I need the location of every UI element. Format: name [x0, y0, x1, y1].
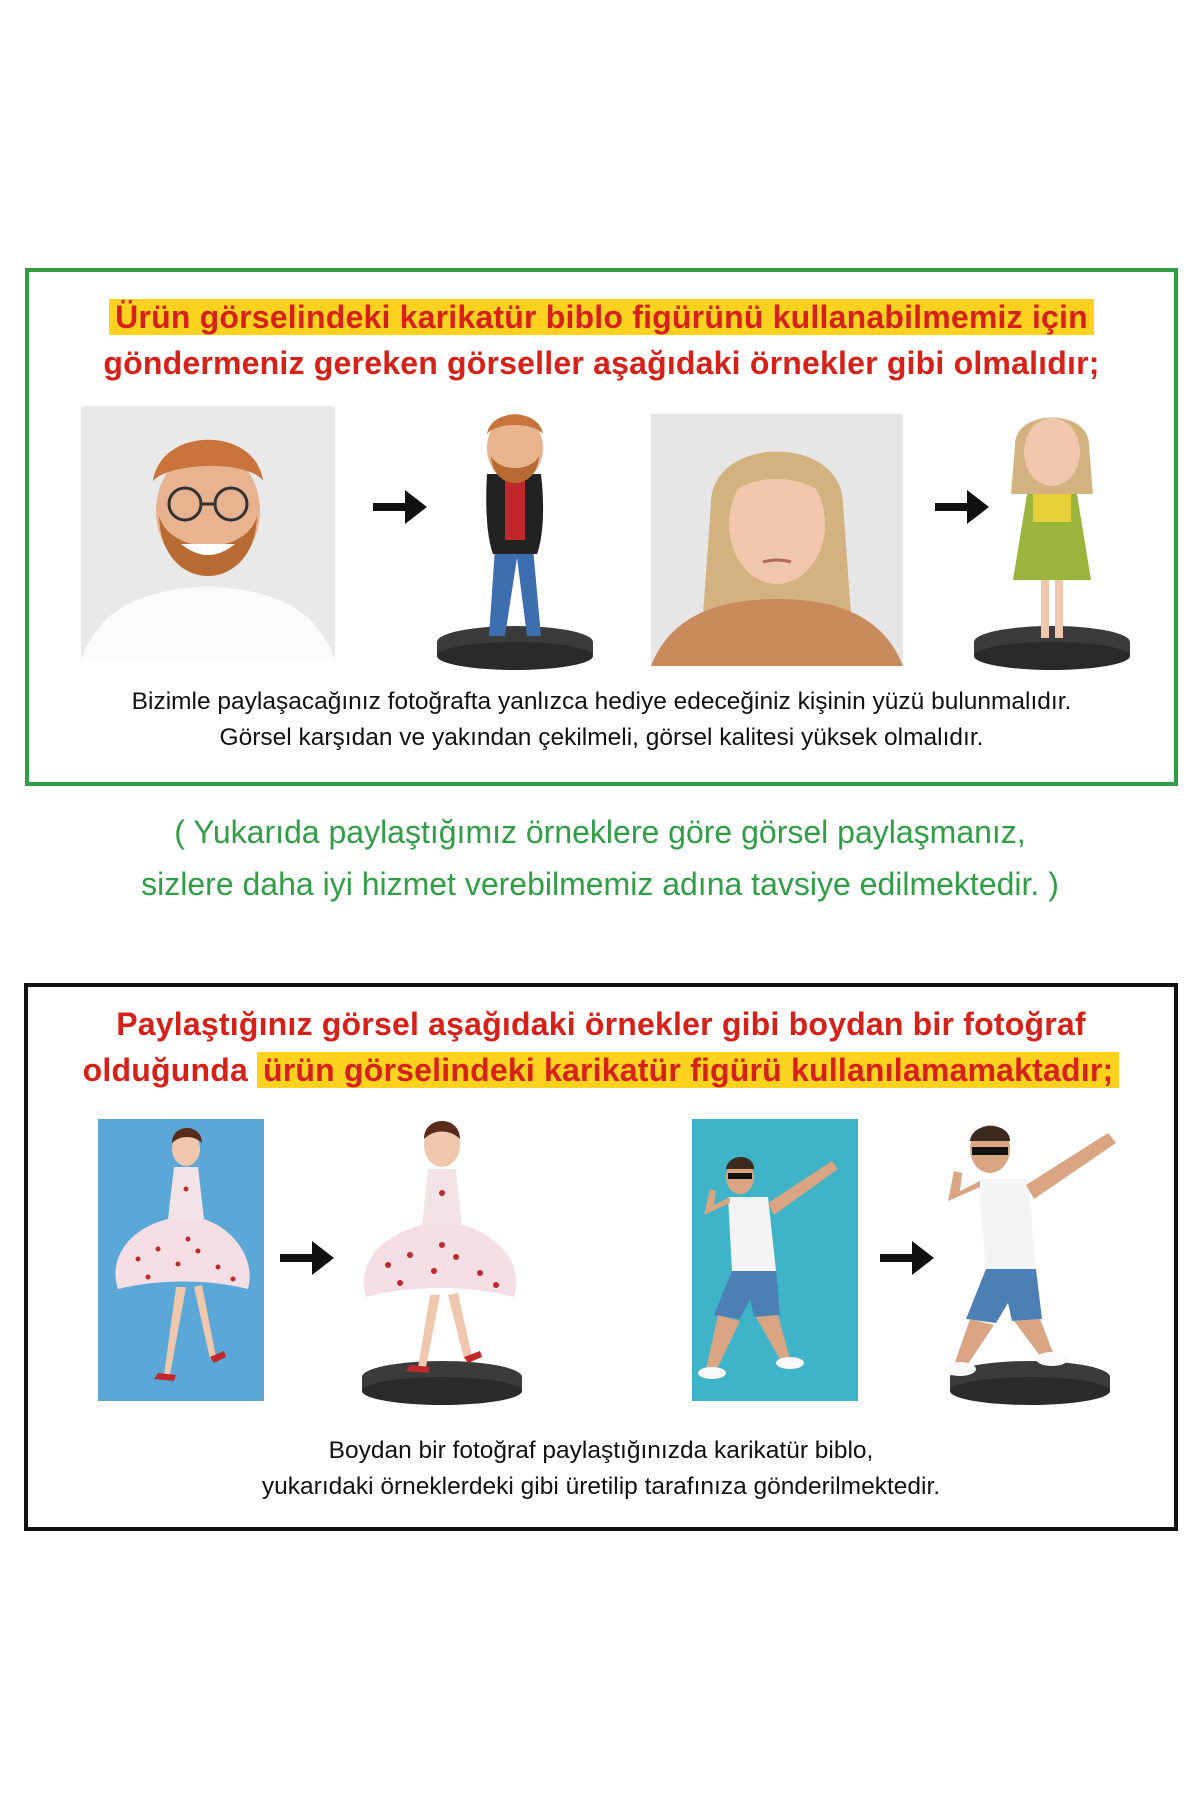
- top-heading-line1: Ürün görselindeki karikatür biblo figürünü kullanabilmemiz için: [109, 299, 1094, 335]
- woman-caricature-figure: [967, 408, 1137, 672]
- top-body-text: [29, 684, 1174, 756]
- top-heading: [29, 294, 1174, 386]
- bottom-body-text: [28, 1433, 1174, 1505]
- man-portrait-photo: [81, 406, 335, 660]
- full-body-photos-panel: [24, 983, 1178, 1531]
- top-body-line1: Bizimle paylaşacağınız fotoğrafta yanlızca hediye edeceğiniz kişinin yüzü bulunmalıdır.: [131, 688, 1072, 715]
- bottom-heading-line2-highlight: ürün görselindeki karikatür figürü kullanılamamaktadır;: [257, 1052, 1119, 1088]
- dancing-man-photo: [692, 1119, 858, 1401]
- note-line2: sizlere daha iyi hizmet verebilmemiz adına tavsiye edilmektedir. ): [141, 866, 1059, 902]
- bottom-body-line2: yukarıdaki örneklerdeki gibi üretilip tarafınıza gönderilmektedir.: [261, 1473, 941, 1500]
- recommended-photos-panel: [25, 268, 1178, 786]
- top-body-line2: Görsel karşıdan ve yakından çekilmeli, görsel kalitesi yüksek olmalıdır.: [219, 724, 984, 751]
- dancing-woman-figure: [344, 1115, 540, 1407]
- dancing-man-figure: [932, 1119, 1128, 1407]
- bottom-heading-line2-plain: olduğunda: [82, 1052, 258, 1088]
- bottom-heading-line1: Paylaştığınız görsel aşağıdaki örnekler gibi boydan bir fotoğraf: [116, 1006, 1086, 1042]
- arrow-right-icon: [278, 1235, 336, 1281]
- dancing-woman-photo: [98, 1119, 264, 1401]
- man-caricature-figure: [425, 408, 605, 672]
- bottom-body-line1: Boydan bir fotoğraf paylaştığınızda karikatür biblo,: [328, 1437, 874, 1464]
- bottom-heading: [28, 1001, 1174, 1093]
- top-heading-line2: göndermeniz gereken görseller aşağıdaki örnekler gibi olmalıdır;: [103, 345, 1100, 381]
- note-line1: ( Yukarıda paylaştığımız örneklere göre görsel paylaşmanız,: [174, 814, 1026, 850]
- arrow-right-icon: [878, 1235, 936, 1281]
- woman-portrait-photo: [651, 414, 903, 666]
- recommendation-note: [0, 806, 1200, 910]
- arrow-right-icon: [371, 484, 429, 530]
